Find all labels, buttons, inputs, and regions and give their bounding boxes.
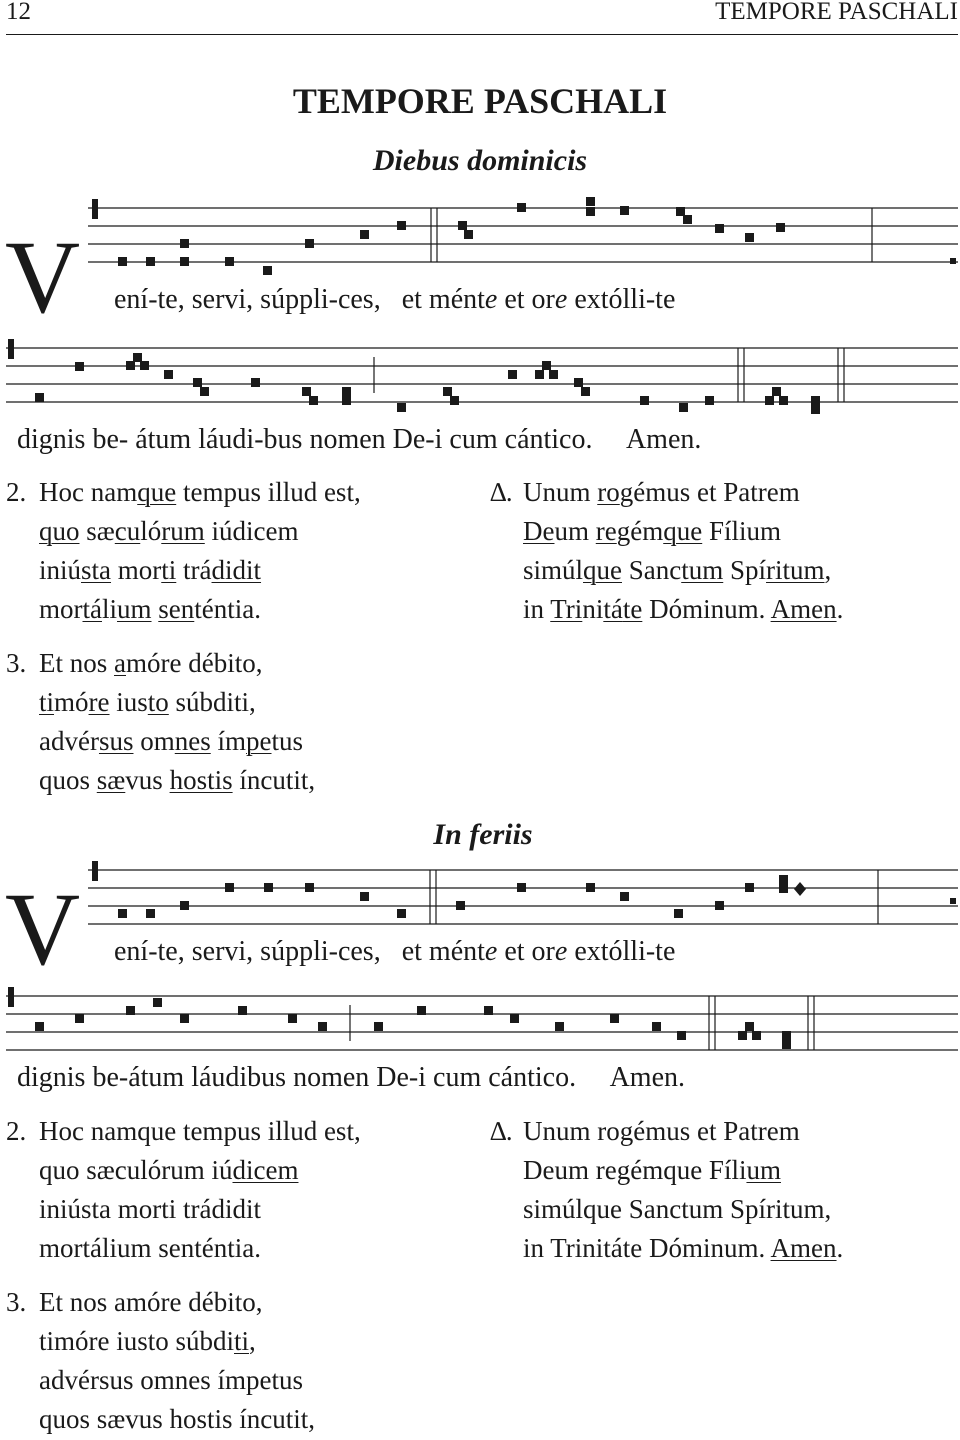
verse-text: mortálium senténtia.: [39, 1233, 261, 1263]
verse-text: simúl: [523, 555, 584, 585]
verse-text: Sanc: [622, 555, 682, 585]
accent-syllable: didit: [211, 555, 262, 585]
verse-line: [6, 1229, 361, 1268]
section-heading-feriis: In feriis: [433, 818, 533, 851]
verse-text: tempus illud est,: [176, 477, 361, 507]
verse-number: 3.: [6, 1287, 27, 1317]
verse-text: quo sæculórum iú: [39, 1155, 233, 1185]
verse-text: timóre iusto súbdi: [39, 1326, 234, 1356]
verse-text: téntia.: [194, 594, 262, 624]
verse-text: Et nos amóre débito,: [39, 1287, 263, 1317]
verse-number: 2.: [6, 1116, 27, 1146]
accent-syllable: a: [114, 648, 126, 678]
verse-line: [6, 1151, 361, 1190]
verse-block-left-2: [6, 1112, 361, 1439]
verse-text: gémus et Patrem: [619, 477, 800, 507]
accent-syllable: sæ: [96, 765, 126, 795]
verse-text: .: [836, 594, 844, 624]
verse-line: [6, 644, 361, 683]
verse-block-right-2: [490, 1112, 843, 1268]
verse-text: advér: [39, 726, 99, 756]
accent-syllable: ti: [161, 555, 177, 585]
verse-text: Unum: [523, 477, 598, 507]
accent-syllable: sus: [98, 726, 134, 756]
verse-line: [6, 551, 361, 590]
verse-text: ,: [249, 1326, 256, 1356]
accent-syllable: ro: [597, 477, 620, 507]
verse-text: Deum regémque Fíli: [523, 1155, 747, 1185]
verse-line: [490, 473, 843, 512]
verse-line: [6, 761, 361, 800]
verse-text: mó: [54, 687, 89, 717]
verse-text: Hoc namque tempus illud est,: [39, 1116, 361, 1146]
verse-line: [6, 683, 361, 722]
verse-text: Fílium: [702, 516, 781, 546]
accent-syllable: quo: [39, 516, 80, 546]
lyrics-line-4: dignis be-átum láudibus nomen De-i cum cántico. Amen.: [17, 1062, 686, 1093]
accent-syllable: um: [746, 1155, 781, 1185]
verse-text: vus: [125, 765, 170, 795]
accent-syllable: Amen: [770, 594, 837, 624]
accent-syllable: ritum: [766, 555, 825, 585]
verse-number: 3.: [6, 648, 27, 678]
accent-syllable: ti: [234, 1326, 250, 1356]
verse-text: tus: [271, 726, 304, 756]
verse-text: sæ: [79, 516, 115, 546]
verse-text: om: [133, 726, 175, 756]
verse-line: [6, 722, 361, 761]
verse-line: [6, 1283, 361, 1322]
verse-text: .: [836, 1233, 844, 1263]
verse-line: [6, 590, 361, 629]
accent-syllable: te: [622, 594, 643, 624]
page-number: 12: [6, 0, 31, 25]
verse-line: [490, 1190, 843, 1229]
verse-number: ∆.: [490, 477, 514, 507]
accent-syllable: que: [663, 516, 703, 546]
verse-text: li: [102, 594, 118, 624]
neumes-staff-1: [92, 197, 956, 275]
accent-syllable: De: [523, 516, 555, 546]
accent-syllable: que: [583, 555, 622, 585]
accent-syllable: re: [595, 516, 617, 546]
accent-syllable: hostis: [169, 765, 233, 795]
verse-line: [490, 1112, 843, 1151]
neumes-staff-2: [8, 339, 820, 414]
accent-syllable: tum: [681, 555, 724, 585]
verse-text: ím: [210, 726, 247, 756]
verse-text: quos: [39, 765, 97, 795]
verse-text: íncutit,: [232, 765, 316, 795]
verse-text: ,: [824, 555, 832, 585]
verse-text: quos sævus hostis íncutit,: [39, 1404, 316, 1434]
section-heading-dominicis: Diebus dominicis: [372, 144, 588, 177]
verse-line: [490, 512, 843, 551]
verse-text: Dóminum.: [642, 594, 771, 624]
neumes-staff-3: [92, 861, 956, 918]
verse-block-left-1: [6, 473, 361, 800]
verse-text: in Trinitáte Dóminum.: [523, 1233, 771, 1263]
accent-syllable: tá: [82, 594, 102, 624]
lyrics-line-1: ení-te, servi, súppli-ces, et ménte et ore extólli-te: [114, 284, 676, 315]
verse-text: simúlque Sanctum Spíritum,: [523, 1194, 832, 1224]
verse-text: iniú: [39, 555, 82, 585]
verse-line: [490, 1151, 843, 1190]
accent-syllable: que: [137, 477, 177, 507]
verse-line: [6, 1400, 361, 1439]
verse-text: advérsus omnes ímpetus: [39, 1365, 303, 1395]
lyrics-line-3: ení-te, servi, súppli-ces, et ménte et ore extólli-te: [114, 936, 676, 967]
accent-syllable: um: [117, 594, 152, 624]
verse-text: Et nos: [39, 648, 115, 678]
verse-text: Unum rogémus et Patrem: [523, 1116, 800, 1146]
verse-line: [6, 1112, 361, 1151]
accent-syllable: dicem: [232, 1155, 299, 1185]
accent-syllable: re: [88, 687, 110, 717]
verse-line: [490, 1229, 843, 1268]
verse-text: iúdicem: [204, 516, 299, 546]
lyrics-line-2: dignis be- átum láudi-bus nomen De-i cum cántico. Amen.: [17, 424, 702, 455]
accent-syllable: ti: [39, 687, 55, 717]
verse-text: móre débito,: [126, 648, 263, 678]
verse-text: ius: [109, 687, 148, 717]
accent-syllable: pe: [246, 726, 272, 756]
verse-text: gém: [616, 516, 664, 546]
accent-syllable: to: [147, 687, 169, 717]
accent-syllable: Amen: [770, 1233, 837, 1263]
verse-text: in: [523, 594, 551, 624]
verse-text: trá: [176, 555, 212, 585]
accent-syllable: nes: [174, 726, 211, 756]
verse-text: mor: [39, 594, 83, 624]
verse-text: súbditi,: [168, 687, 256, 717]
verse-block-right-1: [490, 473, 843, 629]
verse-text: um: [554, 516, 596, 546]
verse-line: [6, 512, 361, 551]
accent-syllable: cu: [114, 516, 141, 546]
accent-syllable: sta: [81, 555, 112, 585]
verse-number: 2.: [6, 477, 27, 507]
accent-syllable: sen: [158, 594, 195, 624]
verse-text: ni: [582, 594, 604, 624]
neumes-staff-4: [8, 987, 791, 1049]
verse-number: ∆.: [490, 1116, 514, 1146]
verse-line: [490, 551, 843, 590]
header-rule: [6, 34, 958, 35]
accent-syllable: Tri: [550, 594, 583, 624]
page-title: TEMPORE PASCHALI: [292, 81, 668, 121]
verse-line: [6, 1190, 361, 1229]
verse-text: Hoc nam: [39, 477, 138, 507]
running-title: TEMPORE PASCHALI: [715, 0, 958, 25]
verse-line: [6, 473, 361, 512]
verse-line: [6, 1322, 361, 1361]
verse-text: iniústa morti trádidit: [39, 1194, 261, 1224]
initial-letter: V: [5, 220, 81, 335]
initial-letter-2: V: [5, 872, 81, 987]
verse-text: mor: [111, 555, 162, 585]
verse-text: Spí: [723, 555, 767, 585]
accent-syllable: tá: [603, 594, 623, 624]
verse-line: [6, 1361, 361, 1400]
accent-syllable: rum: [161, 516, 205, 546]
verse-text: ló: [140, 516, 162, 546]
verse-line: [490, 590, 843, 629]
